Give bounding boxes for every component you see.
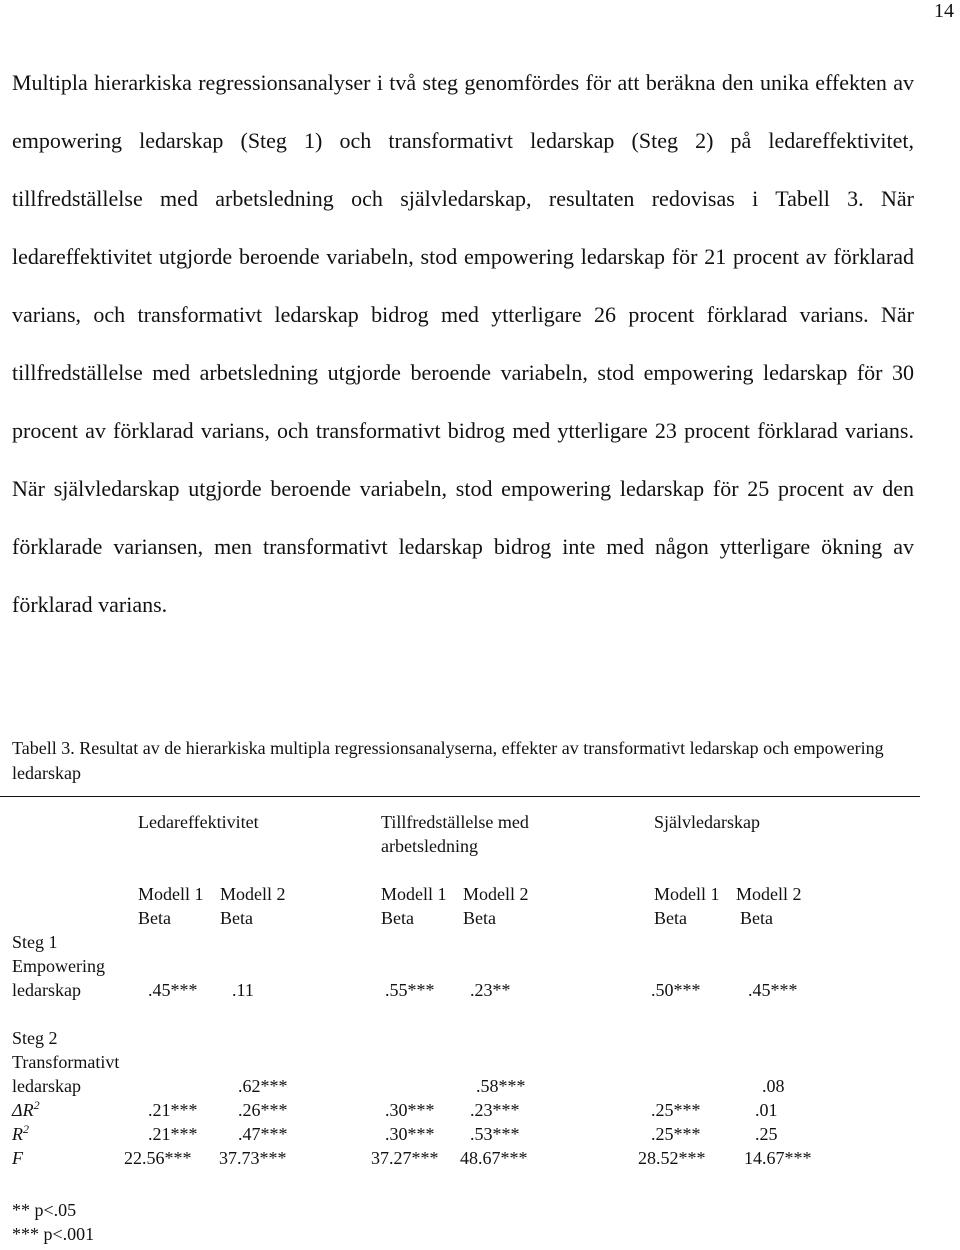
table-cell: 22.56*** [124, 1148, 192, 1168]
beta-header: Beta [381, 908, 414, 928]
table-cell: .50*** [651, 980, 701, 1000]
header-tillfredstallelse: Tillfredställelse med [381, 812, 529, 832]
beta-header: Beta [220, 908, 253, 928]
row-label-delta-r2: $\Delta R^2$ [12, 1098, 40, 1120]
header-sjalvledarskap: Självledarskap [654, 812, 760, 832]
table-cell: .25*** [651, 1100, 701, 1120]
table-cell: .25*** [651, 1124, 701, 1144]
beta-header: Beta [463, 908, 496, 928]
header-ledareffektivitet: Ledareffektivitet [138, 812, 259, 832]
significance-note: *** p<.001 [12, 1224, 95, 1244]
beta-header: Beta [654, 908, 687, 928]
table-cell: .45*** [748, 980, 798, 1000]
table-cell: 48.67*** [460, 1148, 528, 1168]
table-cell: .11 [232, 980, 254, 1000]
model1-header: Modell 1 [381, 884, 447, 904]
row-label-r2: $R^2$ [12, 1122, 29, 1144]
table-cell: .55*** [385, 980, 435, 1000]
row-label-steg2: Steg 2 [12, 1028, 58, 1048]
model2-header: Modell 2 [220, 884, 286, 904]
table-cell: .26*** [238, 1100, 288, 1120]
table-cell: 37.27*** [371, 1148, 439, 1168]
significance-note: ** p<.05 [12, 1200, 77, 1220]
table-cell: .21*** [148, 1100, 198, 1120]
row-label-ledarskap: ledarskap [12, 1076, 81, 1096]
table-cell: .25 [755, 1124, 778, 1144]
beta-header: Beta [138, 908, 171, 928]
model1-header: Modell 1 [654, 884, 720, 904]
row-label-empowering: Empowering [12, 956, 105, 976]
table-cell: .21*** [148, 1124, 198, 1144]
table-cell: .58*** [476, 1076, 526, 1096]
page-number: 14 [934, 0, 954, 22]
header-arbetsledning: arbetsledning [381, 836, 478, 856]
table-cell: .23*** [470, 1100, 520, 1120]
table-cell: .30*** [385, 1124, 435, 1144]
model2-header: Modell 2 [463, 884, 529, 904]
table-cell: 14.67*** [744, 1148, 812, 1168]
model2-header: Modell 2 [736, 884, 802, 904]
table-cell: .47*** [238, 1124, 288, 1144]
table-top-rule [0, 796, 920, 797]
table-cell: .62*** [238, 1076, 288, 1096]
table-cell: .53*** [470, 1124, 520, 1144]
table-cell: .45*** [148, 980, 198, 1000]
table-cell: 28.52*** [638, 1148, 706, 1168]
row-label-f: F [12, 1148, 23, 1168]
beta-header: Beta [740, 908, 773, 928]
row-label-transformativt: Transformativt [12, 1052, 120, 1072]
table-cell: .01 [755, 1100, 778, 1120]
table-cell: .08 [762, 1076, 785, 1096]
table-cell: .23** [470, 980, 511, 1000]
body-paragraph: Multipla hierarkiska regressionsanalyser i två steg genomfördes för att beräkna den unika effekten av empowering ledarskap (Steg 1) och transformativt ledarskap (Steg 2) på ledareffektivitet, tillfredställelse med arbetsledning och självledarskap, resultaten redovisas i Tabell 3. När ledareffektivitet utgjorde beroende variabeln, stod empowering ledarskap för 21 procent av förklarad varians, och transformativt ledarskap bidrog med ytterligare 26 procent förklarad varians. När tillfredställelse med arbetsledning utgjorde beroende variabeln, stod empowering ledarskap för 30 procent av förklarad varians, och transformativt bidrog med ytterligare 23 procent förklarad varians. När självledarskap utgjorde beroende variabeln, stod empowering ledarskap för 25 procent av den förklarade variansen, men transformativt ledarskap bidrog inte med någon ytterligare ökning av förklarad varians. [12, 70, 914, 617]
table-caption: Tabell 3. Resultat av de hierarkiska multipla regressionsanalyserna, effekter av transformativt ledarskap och empowering ledarskap [12, 738, 884, 783]
model1-header: Modell 1 [138, 884, 204, 904]
row-label-ledarskap: ledarskap [12, 980, 81, 1000]
table-cell: 37.73*** [219, 1148, 287, 1168]
table-cell: .30*** [385, 1100, 435, 1120]
row-label-steg1: Steg 1 [12, 932, 58, 952]
